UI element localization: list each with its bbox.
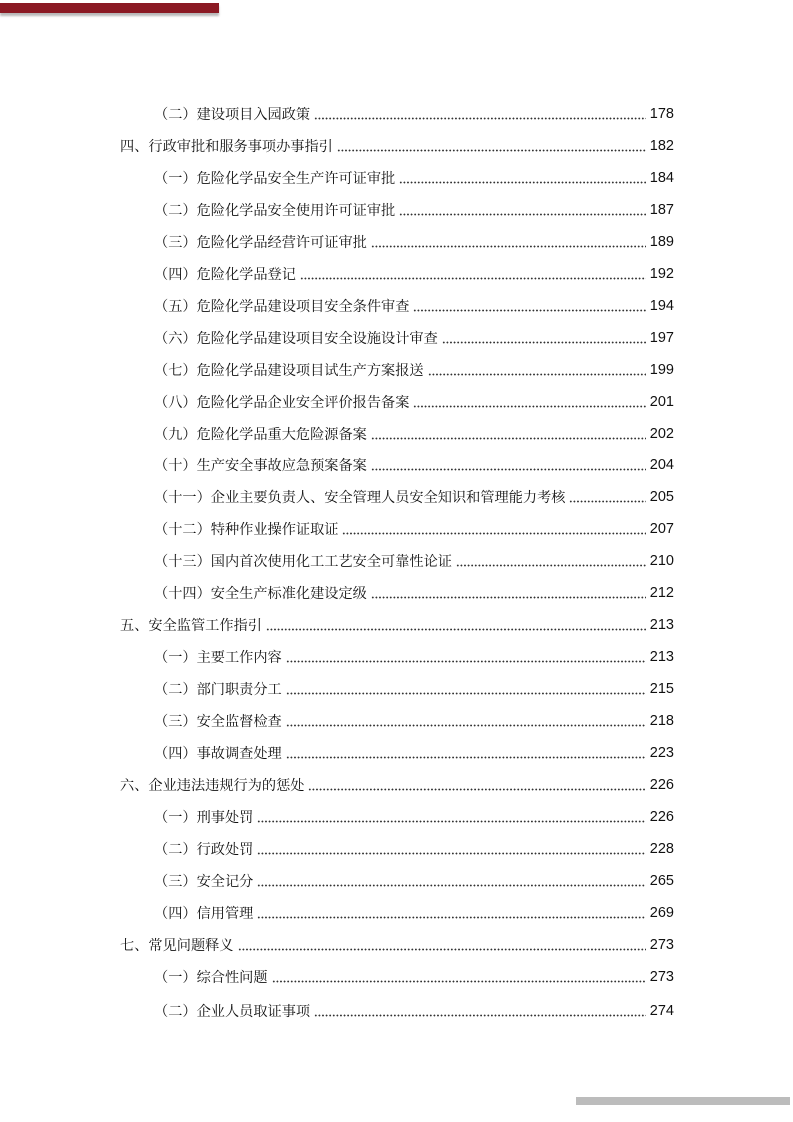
toc-subsection-label: （十）生产安全事故应急预案备案 xyxy=(154,458,367,474)
toc-page-number: 265 xyxy=(649,873,674,889)
toc-dot-leader xyxy=(272,966,646,988)
toc-entry[interactable] xyxy=(154,454,674,476)
toc-entry[interactable] xyxy=(154,423,674,445)
toc-dot-leader xyxy=(371,423,646,445)
toc-entry[interactable] xyxy=(120,774,674,796)
toc-page-number: 273 xyxy=(649,969,674,985)
toc-dot-leader xyxy=(337,135,646,157)
toc-entry[interactable] xyxy=(120,135,674,157)
toc-page-number: 269 xyxy=(649,905,674,921)
toc-dot-leader xyxy=(399,199,646,221)
toc-subsection-label: （十四）安全生产标准化建设定级 xyxy=(154,586,367,602)
toc-subsection-label: （一）危险化学品安全生产许可证审批 xyxy=(154,171,396,187)
toc-entry[interactable] xyxy=(154,1000,674,1022)
toc-dot-leader xyxy=(371,454,646,476)
toc-page-number: 228 xyxy=(649,841,674,857)
toc-dot-leader xyxy=(413,295,645,317)
toc-subsection-label: （四）事故调查处理 xyxy=(154,746,282,762)
toc-page-number: 212 xyxy=(649,585,674,601)
toc-entry[interactable] xyxy=(154,295,674,317)
toc-dot-leader xyxy=(399,167,646,189)
toc-page-number: 218 xyxy=(649,713,674,729)
toc-page-number: 184 xyxy=(649,170,674,186)
toc-subsection-label: （四）危险化学品登记 xyxy=(154,267,296,283)
toc-entry[interactable] xyxy=(154,742,674,764)
toc-entry[interactable] xyxy=(154,550,674,572)
toc-dot-leader xyxy=(314,103,646,125)
toc-entry[interactable] xyxy=(154,870,674,892)
toc-dot-leader xyxy=(300,263,646,285)
toc-entry[interactable] xyxy=(154,231,674,253)
toc-subsection-label: （二）企业人员取证事项 xyxy=(154,1004,311,1020)
toc-dot-leader xyxy=(286,646,646,668)
toc-section-label: 四、行政审批和服务事项办事指引 xyxy=(120,139,333,155)
toc-page-number: 274 xyxy=(649,1003,674,1019)
toc-page-number: 187 xyxy=(649,202,674,218)
toc-dot-leader xyxy=(257,902,645,924)
toc-entry[interactable] xyxy=(120,934,674,956)
toc-subsection-label: （九）危险化学品重大危险源备案 xyxy=(154,427,367,443)
toc-entry[interactable] xyxy=(154,199,674,221)
toc-dot-leader xyxy=(257,838,645,860)
toc-page-number: 189 xyxy=(649,234,674,250)
toc-page-number: 213 xyxy=(649,649,674,665)
toc-dot-leader xyxy=(413,391,645,413)
toc-page-number: 197 xyxy=(649,330,674,346)
toc-dot-leader xyxy=(428,359,646,381)
toc-subsection-label: （七）危险化学品建设项目试生产方案报送 xyxy=(154,363,424,379)
toc-subsection-label: （六）危险化学品建设项目安全设施设计审查 xyxy=(154,331,438,347)
toc-entry[interactable] xyxy=(154,167,674,189)
toc-page-number: 223 xyxy=(649,745,674,761)
toc-subsection-label: （一）主要工作内容 xyxy=(154,650,282,666)
toc-entry[interactable] xyxy=(154,902,674,924)
toc-subsection-label: （一）综合性问题 xyxy=(154,970,268,986)
toc-page-number: 273 xyxy=(649,937,674,953)
toc-page-number: 205 xyxy=(649,489,674,505)
toc-entry[interactable] xyxy=(154,518,674,540)
toc-dot-leader xyxy=(266,614,646,636)
toc-subsection-label: （十三）国内首次使用化工工艺安全可靠性论证 xyxy=(154,554,452,570)
toc-page-number: 207 xyxy=(649,521,674,537)
toc-dot-leader xyxy=(342,518,645,540)
toc-page-number: 210 xyxy=(649,553,674,569)
toc-subsection-label: （五）危险化学品建设项目安全条件审查 xyxy=(154,299,410,315)
toc-entry[interactable] xyxy=(120,614,674,636)
toc-entry[interactable] xyxy=(154,966,674,988)
toc-page-number: 194 xyxy=(649,298,674,314)
toc-dot-leader xyxy=(257,806,645,828)
toc-subsection-label: （二）危险化学品安全使用许可证审批 xyxy=(154,203,396,219)
toc-dot-leader xyxy=(442,327,646,349)
toc-dot-leader xyxy=(371,582,646,604)
toc-page-number: 182 xyxy=(649,138,674,154)
toc-dot-leader xyxy=(286,710,646,732)
toc-dot-leader xyxy=(569,486,645,508)
toc-page-number: 226 xyxy=(649,777,674,793)
toc-dot-leader xyxy=(371,231,646,253)
toc-entry[interactable] xyxy=(154,646,674,668)
toc-page-number: 192 xyxy=(649,266,674,282)
toc-entry[interactable] xyxy=(154,582,674,604)
toc-dot-leader xyxy=(286,678,646,700)
toc-subsection-label: （十一）企业主要负责人、安全管理人员安全知识和管理能力考核 xyxy=(154,490,566,506)
toc-page-number: 215 xyxy=(649,681,674,697)
toc-section-label: 六、企业违法违规行为的惩处 xyxy=(120,778,305,794)
toc-dot-leader xyxy=(308,774,645,796)
toc-subsection-label: （二）建设项目入园政策 xyxy=(154,107,311,123)
header-accent-bar xyxy=(0,3,219,13)
toc-page-number: 202 xyxy=(649,426,674,442)
toc-subsection-label: （四）信用管理 xyxy=(154,906,254,922)
toc-subsection-label: （三）安全监督检查 xyxy=(154,714,282,730)
toc-entry[interactable] xyxy=(154,838,674,860)
toc-page-number: 226 xyxy=(649,809,674,825)
toc-entry[interactable] xyxy=(154,806,674,828)
toc-page-number: 178 xyxy=(649,106,674,122)
toc-entry[interactable] xyxy=(154,710,674,732)
toc-page-number: 204 xyxy=(649,457,674,473)
toc-entry[interactable] xyxy=(154,678,674,700)
toc-entry[interactable] xyxy=(154,327,674,349)
toc-entry[interactable] xyxy=(154,103,674,125)
toc-subsection-label: （八）危险化学品企业安全评价报告备案 xyxy=(154,395,410,411)
toc-dot-leader xyxy=(257,870,645,892)
toc-subsection-label: （三）危险化学品经营许可证审批 xyxy=(154,235,367,251)
toc-subsection-label: （三）安全记分 xyxy=(154,874,254,890)
footer-accent-bar xyxy=(576,1097,790,1105)
toc-subsection-label: （十二）特种作业操作证取证 xyxy=(154,522,339,538)
toc-dot-leader xyxy=(286,742,646,764)
toc-entry[interactable] xyxy=(154,391,674,413)
toc-entry[interactable] xyxy=(154,263,674,285)
toc-subsection-label: （二）行政处罚 xyxy=(154,842,254,858)
toc-entry[interactable] xyxy=(154,359,674,381)
toc-subsection-label: （二）部门职责分工 xyxy=(154,682,282,698)
toc-dot-leader xyxy=(314,1000,646,1022)
toc-page-number: 199 xyxy=(649,362,674,378)
toc-dot-leader xyxy=(456,550,646,572)
toc-page-number: 201 xyxy=(649,394,674,410)
toc-subsection-label: （一）刑事处罚 xyxy=(154,810,254,826)
toc-section-label: 七、常见问题释义 xyxy=(120,938,234,954)
toc-dot-leader xyxy=(238,934,646,956)
toc-entry[interactable] xyxy=(154,486,674,508)
toc-page-number: 213 xyxy=(649,617,674,633)
toc-section-label: 五、安全监管工作指引 xyxy=(120,618,262,634)
